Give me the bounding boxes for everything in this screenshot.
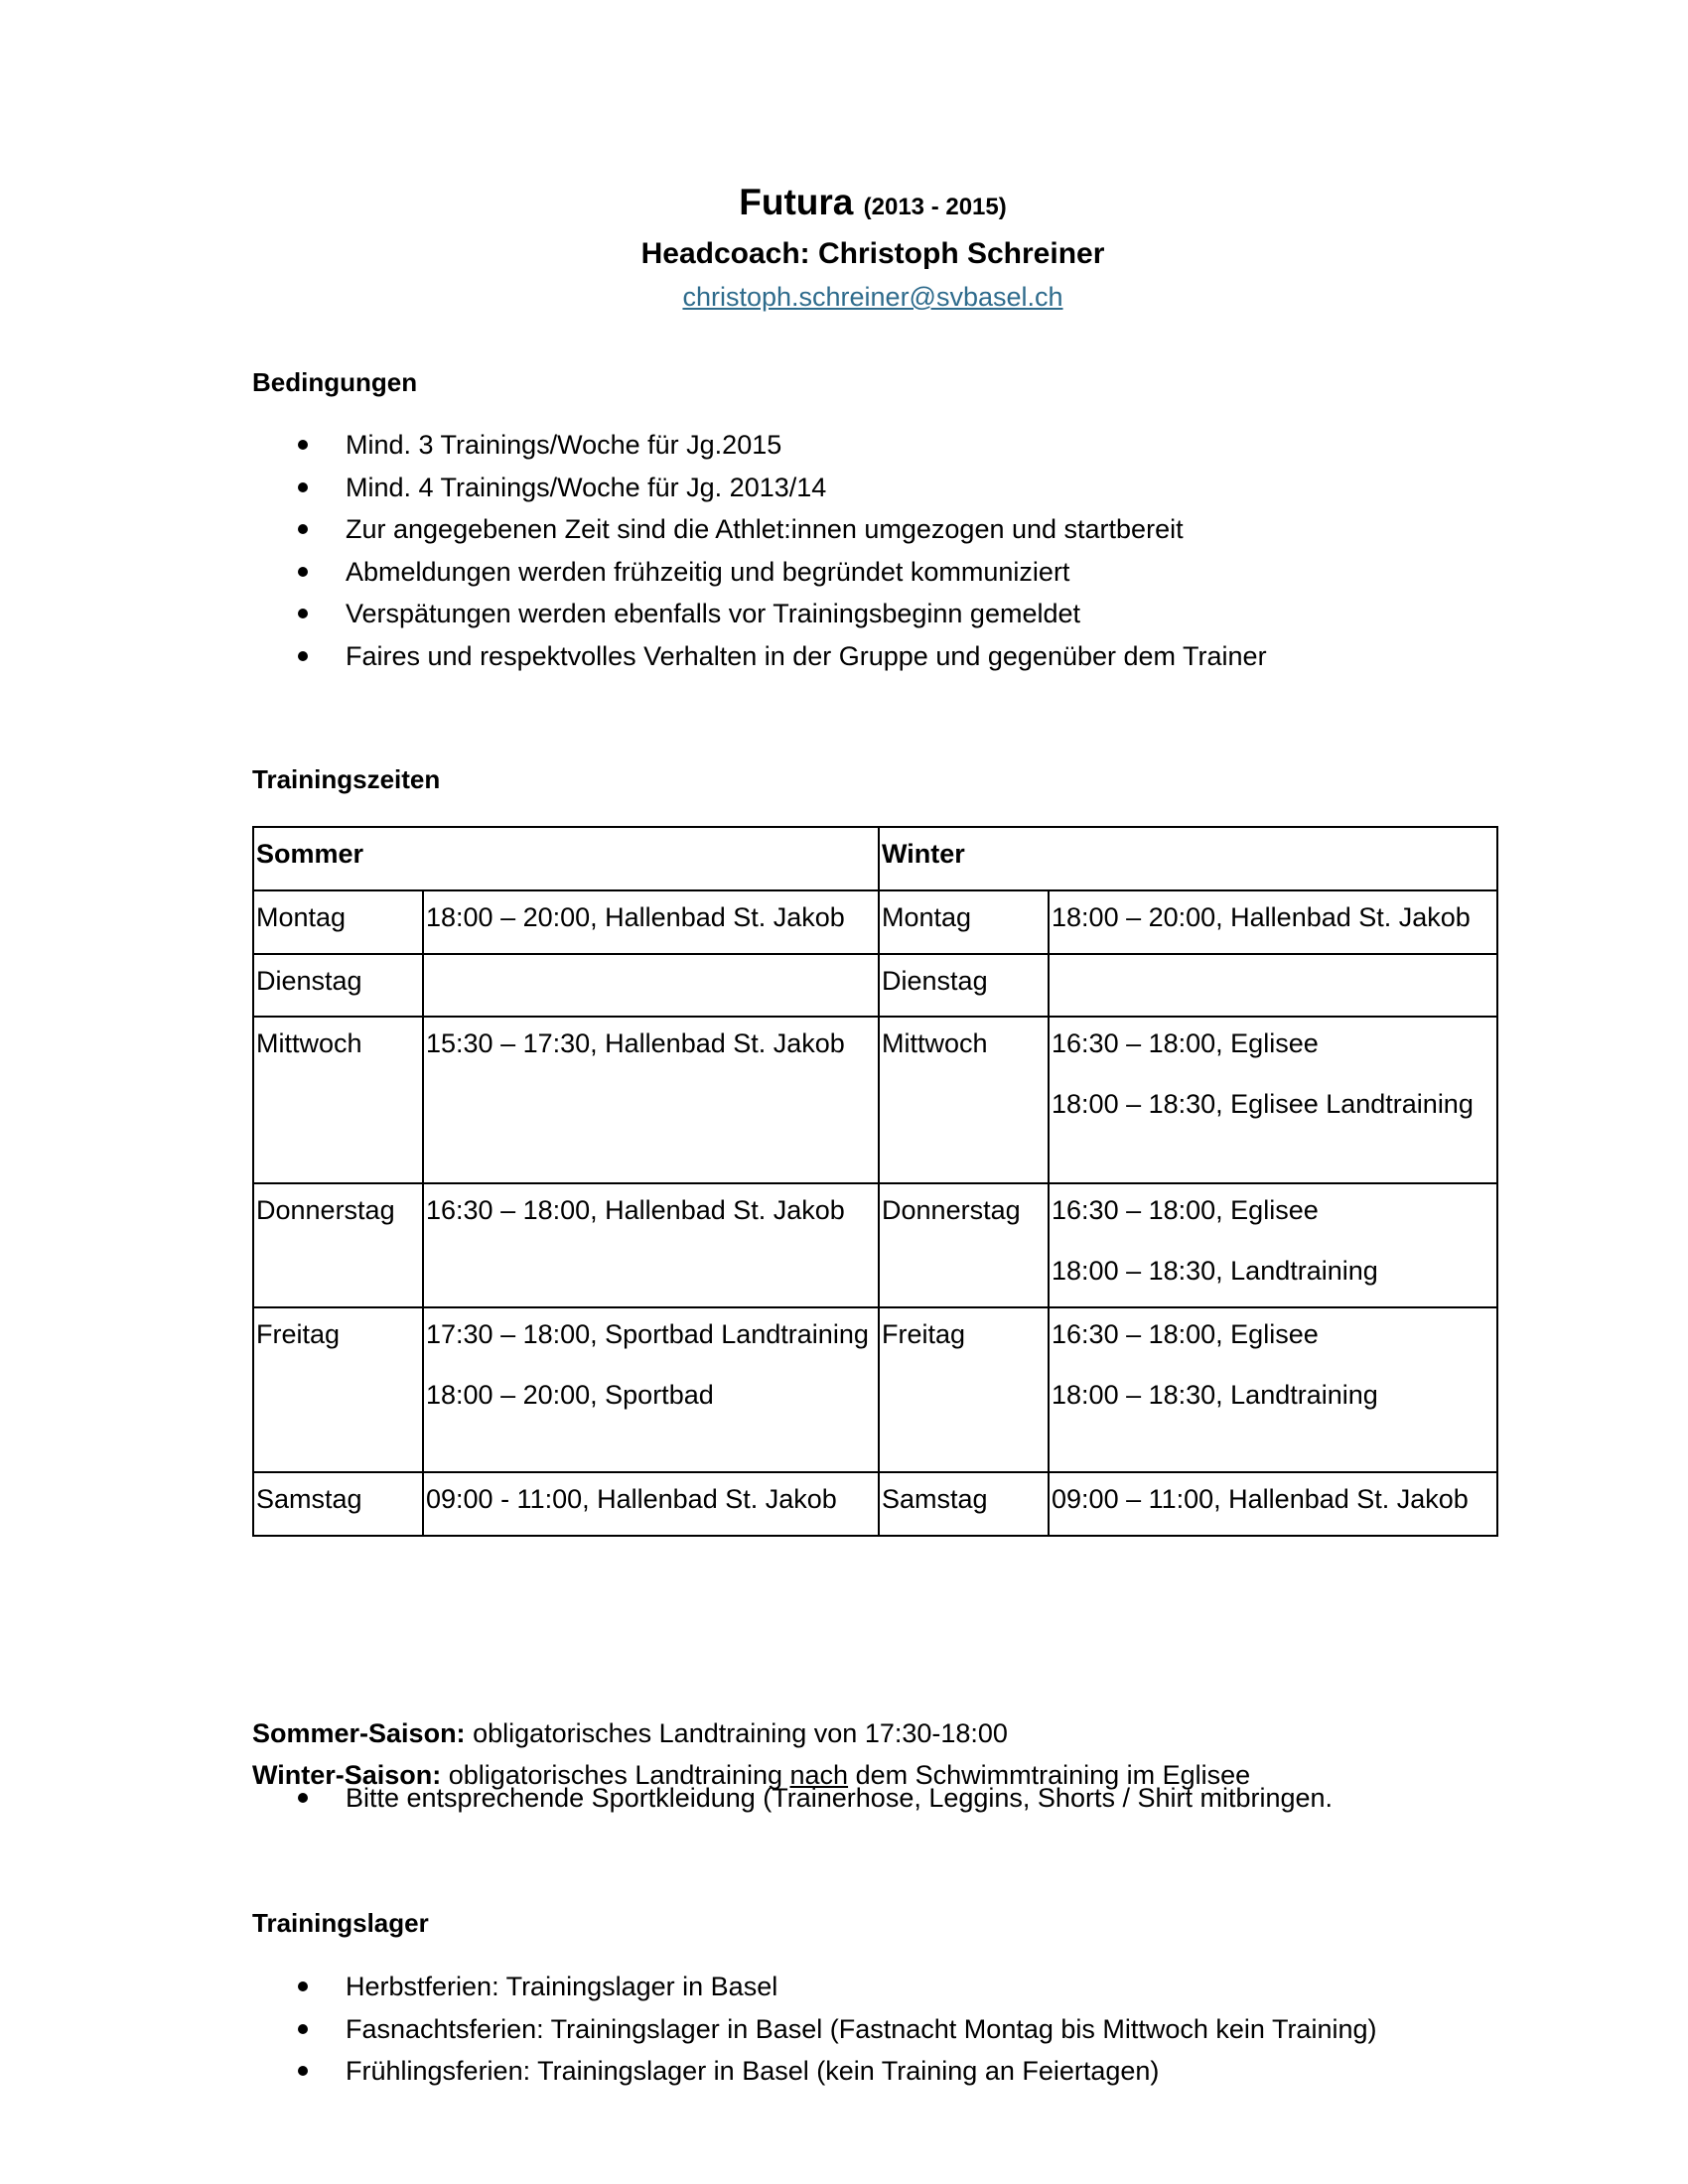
sommer-cell — [423, 1472, 879, 1536]
title-text: Futura — [739, 182, 854, 222]
heading-trainingszeiten: Trainingszeiten — [252, 764, 441, 794]
list-item — [252, 635, 1267, 678]
day-cell: Dienstag — [253, 954, 423, 1017]
heading-trainingslager: Trainingslager — [252, 1908, 429, 1938]
headcoach-line: Headcoach: Christoph Schreiner — [640, 237, 1105, 270]
winter-note-underlined: nach — [789, 1760, 849, 1790]
title-years: (2013 - 2015) — [863, 194, 1007, 220]
table-row — [253, 954, 1497, 1017]
table-row — [253, 1183, 1497, 1307]
email-link[interactable]: christoph.schreiner@svbasel.ch — [682, 282, 1063, 312]
winter-cell — [1049, 1472, 1497, 1536]
sommer-note — [252, 1712, 1250, 1754]
bullet-icon — [298, 1981, 308, 1991]
day-cell: Dienstag — [879, 954, 1049, 1017]
heading-bedingungen: Bedingungen — [252, 367, 418, 397]
table-row — [253, 1472, 1497, 1536]
winter-cell — [1049, 1183, 1497, 1307]
table-header-row — [253, 827, 1497, 890]
list-item-text: Frühlingsferien: Trainingslager in Basel (kein Training an Feiertagen) — [346, 2056, 1160, 2086]
winter-note-pre: obligatorisches Landtraining — [441, 1760, 790, 1790]
time-entry: 18:00 – 18:30, Eglisee Landtraining — [1052, 1089, 1474, 1119]
time-entry: 15:30 – 17:30, Hallenbad St. Jakob — [426, 1028, 845, 1058]
list-item-text: Verspätungen werden ebenfalls vor Trainingsbeginn gemeldet — [346, 599, 1080, 628]
bullet-icon — [298, 609, 308, 618]
time-entry: 16:30 – 18:00, Eglisee — [1052, 1319, 1319, 1349]
schedule-table — [252, 826, 1498, 1537]
list-item — [252, 2050, 1377, 2093]
bullet-icon — [298, 482, 308, 492]
day-cell: Freitag — [879, 1307, 1049, 1472]
sommer-cell — [423, 890, 879, 954]
list-item — [252, 424, 1267, 467]
sommer-note-label: Sommer-Saison: — [252, 1718, 466, 1748]
doc-title — [252, 179, 1493, 231]
bedingungen-list — [252, 424, 1267, 677]
list-item — [252, 1777, 1333, 1820]
day-cell: Montag — [879, 890, 1049, 954]
table-row — [253, 890, 1497, 954]
time-entry: 18:00 – 18:30, Landtraining — [1052, 1256, 1378, 1286]
bullet-icon — [298, 567, 308, 577]
day-cell: Mittwoch — [879, 1017, 1049, 1183]
winter-cell — [1049, 890, 1497, 954]
list-item-text: Bitte entsprechende Sportkleidung (Trainerhose, Leggins, Shorts / Shirt mitbringen. — [346, 1783, 1334, 1813]
sommer-cell — [423, 1307, 879, 1472]
list-item-text: Fasnachtsferien: Trainingslager in Basel (Fastnacht Montag bis Mittwoch kein Training) — [346, 2013, 1377, 2044]
day-cell: Freitag — [253, 1307, 423, 1472]
sommer-note-text: obligatorisches Landtraining von 17:30-18:00 — [465, 1718, 1008, 1748]
bullet-icon — [298, 524, 308, 534]
list-item — [252, 551, 1267, 594]
sportkleidung-list — [252, 1777, 1333, 1820]
time-entry: 18:00 – 20:00, Sportbad — [426, 1380, 714, 1410]
time-entry: 16:30 – 18:00, Eglisee — [1052, 1195, 1319, 1225]
day-cell: Samstag — [879, 1472, 1049, 1536]
time-entry: 18:00 – 20:00, Hallenbad St. Jakob — [426, 902, 845, 932]
list-item — [252, 508, 1267, 551]
time-entry: 18:00 – 20:00, Hallenbad St. Jakob — [1052, 902, 1471, 932]
list-item — [252, 467, 1267, 509]
bullet-icon — [298, 440, 308, 450]
time-entry: 16:30 – 18:00, Hallenbad St. Jakob — [426, 1195, 845, 1225]
list-item-text: Herbstferien: Trainingslager in Basel — [346, 1972, 778, 2001]
list-item-text: Abmeldungen werden frühzeitig und begründet kommuniziert — [346, 556, 1070, 587]
day-cell: Donnerstag — [253, 1183, 423, 1307]
bullet-icon — [298, 651, 308, 661]
sommer-cell — [423, 1017, 879, 1183]
winter-note-post: dem Schwimmtraining im Eglisee — [848, 1760, 1251, 1790]
list-item-text: Mind. 4 Trainings/Woche für Jg. 2013/14 — [346, 472, 827, 502]
table-row — [253, 1307, 1497, 1472]
title-block — [252, 179, 1493, 317]
time-entry: 09:00 - 11:00, Hallenbad St. Jakob — [426, 1484, 837, 1514]
time-entry: 16:30 – 18:00, Eglisee — [1052, 1028, 1319, 1058]
winter-cell — [1049, 954, 1497, 1017]
list-item-text: Zur angegebenen Zeit sind die Athlet:innen umgezogen und startbereit — [346, 514, 1184, 544]
trainingslager-list — [252, 1966, 1377, 2093]
winter-note-label: Winter-Saison: — [252, 1760, 442, 1790]
day-cell: Montag — [253, 890, 423, 954]
sommer-cell — [423, 954, 879, 1017]
day-cell: Mittwoch — [253, 1017, 423, 1183]
list-item — [252, 593, 1267, 635]
table-row — [253, 1017, 1497, 1183]
time-entry: 18:00 – 18:30, Landtraining — [1052, 1380, 1378, 1410]
list-item-text: Faires und respektvolles Verhalten in der Gruppe und gegenüber dem Trainer — [346, 640, 1267, 671]
winter-cell — [1049, 1017, 1497, 1183]
list-item — [252, 1966, 1377, 2008]
bullet-icon — [298, 1793, 308, 1803]
day-cell: Samstag — [253, 1472, 423, 1536]
season-header-sommer: Sommer — [253, 827, 879, 890]
winter-cell — [1049, 1307, 1497, 1472]
list-item — [252, 2008, 1377, 2051]
season-header-winter: Winter — [879, 827, 1497, 890]
bullet-icon — [298, 2024, 308, 2034]
list-item-text: Mind. 3 Trainings/Woche für Jg.2015 — [346, 430, 782, 460]
sommer-cell — [423, 1183, 879, 1307]
bullet-icon — [298, 2066, 308, 2076]
time-entry: 17:30 – 18:00, Sportbad Landtraining — [426, 1319, 869, 1349]
day-cell: Donnerstag — [879, 1183, 1049, 1307]
time-entry: 09:00 – 11:00, Hallenbad St. Jakob — [1052, 1484, 1469, 1514]
